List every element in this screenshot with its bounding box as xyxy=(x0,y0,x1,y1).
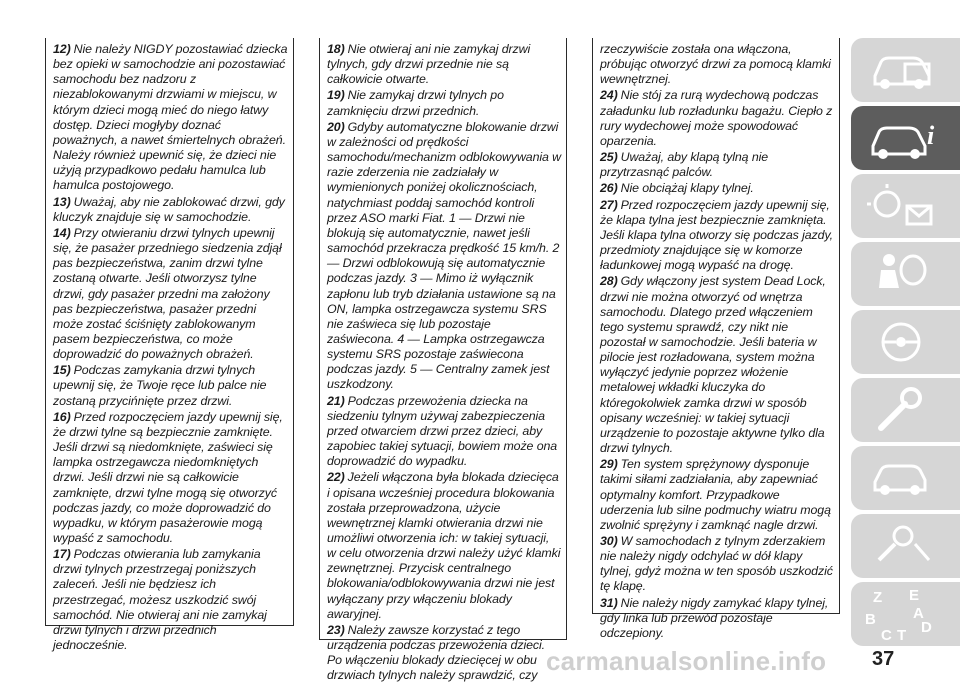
note-text: Podczas otwierania lub zamykania drzwi tylnych przestrzegaj poniższych zaleceń. Jeśli nie będziesz ich przestrzegać, możesz uszkodzić swój samochód. Nie otwieraj ani nie zamykaj drzwi tylnych i drzwi przednich jednocześnie. xyxy=(53,547,267,653)
car-info-icon xyxy=(865,112,945,164)
note-text: Nie obciążaj klapy tylnej. xyxy=(620,181,754,196)
tab-technical-data[interactable] xyxy=(851,514,960,578)
note-paragraph xyxy=(53,363,288,408)
index-letter: B xyxy=(865,611,876,628)
tab-dashboard[interactable] xyxy=(851,38,960,102)
note-text: Przed rozpoczęciem jazdy upewnij się, że klapa tylna jest bezpiecznie zamknięta. Jeśli klapa tylna otworzy się podczas jazdy, przedmioty znajdujące się w komorze ładunkowej mogą wypaść na drogę. xyxy=(600,197,833,273)
index-icon xyxy=(865,588,945,644)
note-paragraph xyxy=(53,410,288,546)
note-text: Podczas przewożenia dziecka na siedzeniu tylnym używaj zabezpieczenia przed otwarciem drzwi przez dzieci, aby zapobiec takiej sytuacji, bowiem może ona doprowadzić do wypadku. xyxy=(327,393,558,469)
note-text: W samochodach z tylnym zderzakiem nie należy nigdy odchylać w dół klapy tylnej, gdyż można w ten sposób uszkodzić tę klapę. xyxy=(600,534,833,594)
note-text: rzeczywiście została ona włączona, próbując otworzyć drzwi za pomocą klamki wewnętrznej. xyxy=(600,42,831,87)
note-text: Przy otwieraniu drzwi tylnych upewnij się, że pasażer przedniego siedzenia zdjął pas bezpieczeństwa, zanim drzwi tylne zostaną otwarte. Jeśli otworzysz tylne drzwi, gdy pasażer przedni ma założony pas bezpieczeństwa, pasażer przedni może zostać ściśnięty zablokowanym pasem bezpieczeństwa, co może doprowadzić do poważnych obrażeń. xyxy=(53,225,282,362)
note-number: 26) xyxy=(600,181,618,196)
key-icon xyxy=(865,520,945,572)
tab-maintenance[interactable] xyxy=(851,446,960,510)
note-paragraph xyxy=(327,623,561,684)
note-text: Uważaj, aby klapą tylną nie przytrzasnąć palców. xyxy=(600,150,769,180)
note-paragraph xyxy=(600,150,834,180)
note-number: 16) xyxy=(53,409,71,424)
note-number: 21) xyxy=(327,393,345,408)
steering-wheel-icon xyxy=(865,316,945,368)
note-paragraph xyxy=(600,596,834,641)
note-paragraph xyxy=(600,181,834,196)
note-text: Uważaj, aby nie zablokować drzwi, gdy kluczyk znajduje się w samochodzie. xyxy=(53,194,285,224)
tab-starting-driving[interactable] xyxy=(851,310,960,374)
note-paragraph xyxy=(53,195,288,225)
tab-safety[interactable] xyxy=(851,242,960,306)
note-paragraph xyxy=(327,470,561,622)
note-text: Nie stój za rurą wydechową podczas załadunku lub rozładunku bagażu. Ciepło z rury wydechowej może spowodować oparzenia. xyxy=(600,88,833,148)
page-number: 37 xyxy=(872,648,895,670)
index-letter: C xyxy=(881,627,892,644)
note-paragraph xyxy=(600,274,834,456)
note-text: Nie należy nigdy zamykać klapy tylnej, gdy linka lub przewód pozostaje odczepiony. xyxy=(600,595,829,640)
airbag-icon xyxy=(865,248,945,300)
index-letter: T xyxy=(897,627,907,644)
note-paragraph xyxy=(53,226,288,362)
note-number: 20) xyxy=(327,119,345,134)
note-number: 19) xyxy=(327,88,345,103)
note-number: 15) xyxy=(53,363,71,378)
tab-emergency[interactable] xyxy=(851,378,960,442)
index-letter: E xyxy=(909,587,920,604)
note-number: 28) xyxy=(600,274,618,289)
note-text: Podczas zamykania drzwi tylnych upewnij się, że Twoje ręce lub palce nie zostaną przycińnięte przez drzwi. xyxy=(53,363,267,408)
index-letter: A xyxy=(913,605,924,622)
note-number: 24) xyxy=(600,88,618,103)
note-paragraph xyxy=(53,42,288,194)
watermark: carmanualsonline.info xyxy=(546,646,827,676)
wrench-icon xyxy=(865,384,945,436)
note-text: Ten system sprężynowy dysponuje takimi siłami zadziałania, aby zapewniać optymalny komfort. Przypadkowe uderzenia lub silne podmuchy wiatru mogą zwolnić sprężyny i zamknąć nagle drzwi. xyxy=(600,457,831,532)
note-text: Nie należy NIGDY pozostawiać dziecka bez opieki w samochodzie ani pozostawiać samochodu bez nadzoru z niezablokowanymi drzwiami w miejscu, w którym dzieci mogą mieć do niego łatwy dostęp. Dzieci mogłyby doznać poważnych, a nawet śmiertelnych obrażeń. Należy również upewnić się, że dzieci nie użyją przypadkowo pedału hamulca lub hamulca postojowego. xyxy=(53,42,288,193)
tab-warning-lights[interactable] xyxy=(851,174,960,238)
car-dashboard-icon xyxy=(865,44,945,96)
note-text: Należy zawsze korzystać z tego urządzenia podczas przewożenia dzieci. Po włączeniu blokady dziecięcej w obu drzwiach tylnych należy sprawdzić, czy xyxy=(327,622,545,683)
note-number: 31) xyxy=(600,595,618,610)
note-text: Gdyby automatyczne blokowanie drzwi w zależności od prędkości samochodu/mechanizm odblokowywania w razie zderzenia nie zadziałały w wymienionych poniżej okolicznościach, natychmiast poddaj samochód kontroli przez ASO marki Fiat. 1 — Drzwi nie blokują się automatycznie, nawet jeśli samochód przekracza prędkość 15 km/h. 2 — Drzwi odblokowują się automatycznie podczas jazdy. 3 — Mimo iż wyłącznik zapłonu lub tryb działania ustawione są na ON, lampka ostrzegawcza systemu SRS nie zaświeca się lub pozostaje zaświecona. 4 — Lampka ostrzegawcza systemu SRS pozostaje zaświecona podczas jazdy. 5 — Centralny zamek jest uszkodzony. xyxy=(327,119,562,392)
note-text: Nie otwieraj ani nie zamykaj drzwi tylnych, gdy drzwi przednie nie są całkowicie otwarte. xyxy=(327,42,531,87)
note-text: Przed rozpoczęciem jazdy upewnij się, że drzwi tylne są bezpiecznie zamknięte. Jeśli drzwi są niedomknięte, zaświeci się lampka ostrzegawcza niedomkniętych drzwi. Jeśli drzwi nie są całkowicie zamknięte, drzwi tylne mogą się otworzyć podczas jazdy, co może doprowadzić do wypadku, w którym pasażerowie mogą wypaść z samochodu. xyxy=(53,409,283,545)
note-paragraph xyxy=(600,88,834,149)
tab-index[interactable] xyxy=(851,582,960,646)
note-text: Nie zamykaj drzwi tylnych po zamknięciu drzwi przednich. xyxy=(327,88,504,118)
note-number: 12) xyxy=(53,42,71,56)
note-number: 17) xyxy=(53,547,71,562)
note-paragraph xyxy=(600,198,834,274)
index-letter: D xyxy=(921,619,932,636)
tab-getting-to-know[interactable] xyxy=(851,106,960,170)
note-number: 14) xyxy=(53,225,71,240)
note-paragraph xyxy=(327,42,561,87)
index-letter: Z xyxy=(873,589,883,606)
text-column-2 xyxy=(319,38,567,683)
svg-text:i: i xyxy=(927,121,935,150)
note-number: 27) xyxy=(600,197,618,212)
text-column-3 xyxy=(592,38,840,640)
note-number: 30) xyxy=(600,534,618,548)
note-number: 18) xyxy=(327,42,345,56)
note-number: 13) xyxy=(53,194,71,209)
note-paragraph xyxy=(327,120,561,393)
note-number: 29) xyxy=(600,457,618,472)
note-paragraph xyxy=(600,534,834,595)
note-paragraph xyxy=(327,394,561,470)
text-column-1 xyxy=(45,38,294,653)
note-paragraph xyxy=(53,547,288,653)
note-text: Jeżeli włączona była blokada dziecięca i opisana wcześniej procedura blokowania została przeprowadzona, użycie wewnętrznej klamki otwierania drzwi nie umożliwi otworzenia ich: w takiej sytuacji, w celu otworzenia drzwi należy użyć klamki zewnętrznej. Przycisk centralnego blokowania/odblokowywania drzwi nie jest wyłączany przy włączeniu blokady awaryjnej. xyxy=(327,470,561,621)
warning-light-icon xyxy=(865,180,945,232)
note-number: 23) xyxy=(327,622,345,637)
note-number: 25) xyxy=(600,150,618,165)
note-paragraph xyxy=(600,457,834,533)
note-text: Gdy włączony jest system Dead Lock, drzwi nie można otworzyć od wnętrza samochodu. Dlatego przed włączeniem tego systemu sprawdź, czy nikt nie pozostał w samochodzie. Jeśli bateria w pilocie jest rozładowana, system można wyłączyć jedynie poprzez włożenie metalowej wkładki kluczyka do któregokolwiek zamka drzwi w sposób opisany wcześniej: w takiej sytuacji urządzenie to pozostaje aktywne tylko dla drzwi tylnych. xyxy=(600,274,826,456)
note-paragraph xyxy=(327,88,561,118)
note-paragraph xyxy=(600,42,834,87)
car-service-icon xyxy=(865,452,945,504)
note-number: 22) xyxy=(327,470,345,485)
